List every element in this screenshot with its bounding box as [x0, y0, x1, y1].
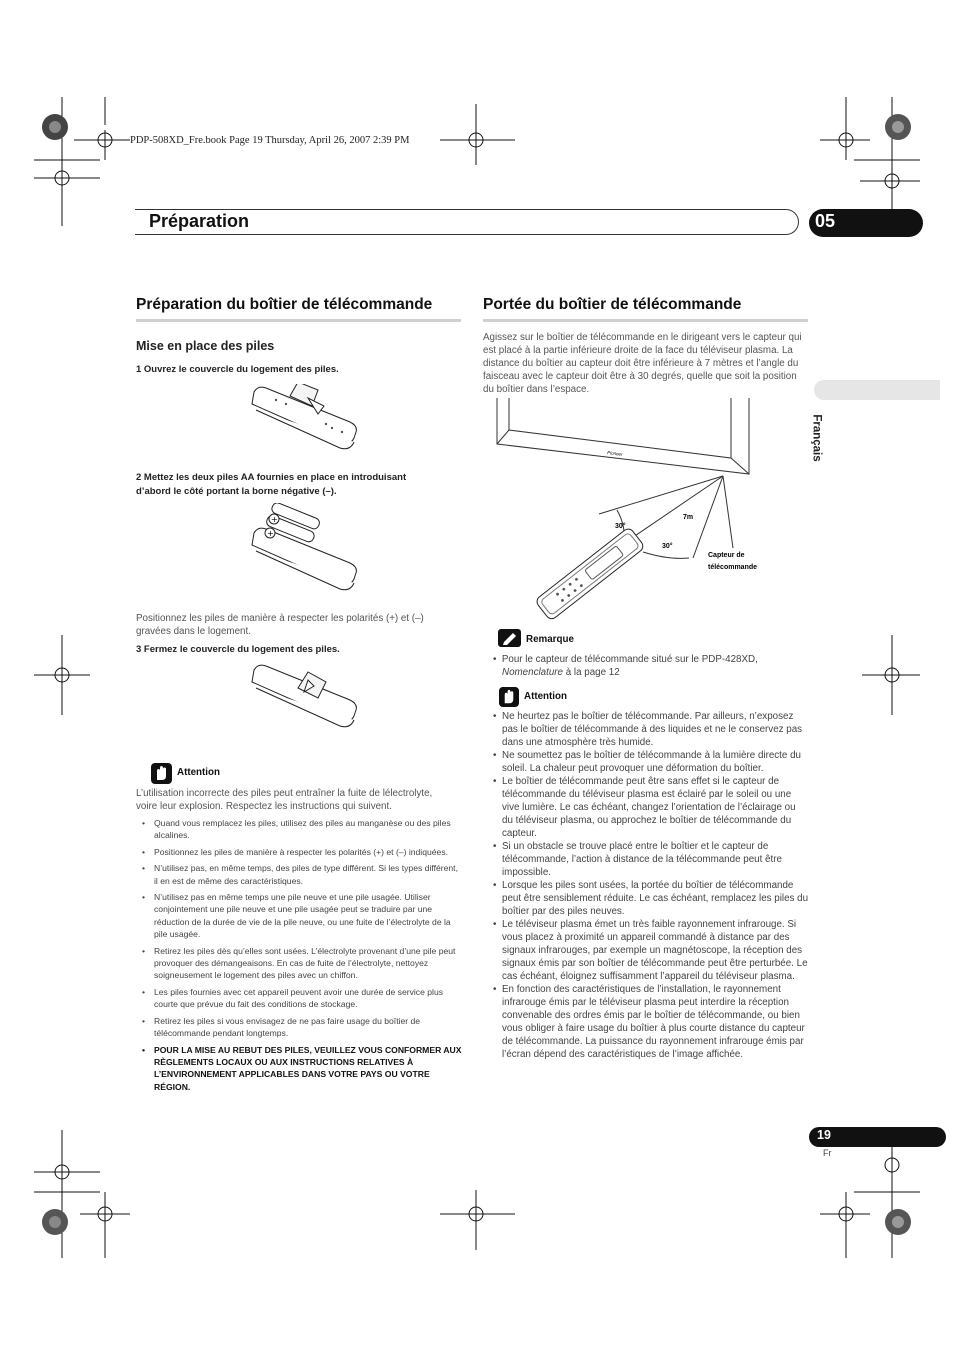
step-2-line2: d’abord le côté portant la borne négative (–).: [136, 486, 337, 497]
left-attention-label: Attention: [177, 767, 220, 778]
attention-hand-icon: [499, 687, 519, 707]
svg-text:+: +: [267, 529, 274, 538]
list-item: • N’utilisez pas en même temps une pile neuve et une pile usagée. Utiliser conjointement une pile neuve et une pile usagée peut se traduire par une réduction de la durée de vie de la pile neuve, ou une fuite de l’électrolyte de la pile usagée.: [154, 891, 464, 941]
step-1: 1 Ouvrez le couvercle du logement des piles.: [136, 364, 339, 375]
list-item: • Si un obstacle se trouve placé entre le boîtier et le capteur de télécommande, l’action à distance de la télécommande peut être impossible.: [493, 840, 809, 879]
list-item: • Les piles fournies avec cet appareil peuvent avoir une durée de service plus courte que prévue du fait des conditions de stockage.: [154, 986, 464, 1011]
page-number: 19: [817, 1128, 831, 1142]
note-bullet: •: [493, 654, 502, 665]
left-attention-list: [154, 817, 464, 1097]
list-item: • Positionnez les piles de manière à respecter les polarités (+) et (–) indiquées.: [154, 846, 464, 858]
note-text: [493, 653, 803, 679]
list-item: • Retirez les piles dès qu’elles sont usées. L’électrolyte provenant d’une pile peut provoquer des démangeaisons. En cas de fuite de l’électrolyte, nettoyez soigneusement le logement des piles avec un chiffon.: [154, 945, 464, 982]
file-info: PDP-508XD_Fre.book Page 19 Thursday, April 26, 2007 2:39 PM: [130, 135, 410, 146]
left-attention-intro-line2: voire leur explosion. Respectez les instructions qui suivent.: [136, 801, 392, 812]
chapter-number: 05: [815, 211, 836, 231]
right-attention-list: [493, 710, 809, 1061]
svg-text:+: +: [271, 515, 278, 524]
remote-open-cover-illustration: [246, 384, 362, 462]
language-label-box: [810, 410, 843, 470]
list-item: • Quand vous remplacez les piles, utilisez des piles au manganèse ou des piles alcalines.: [154, 817, 464, 842]
section-title-bar: [135, 209, 799, 235]
remote-range-diagram: [493, 398, 783, 620]
list-item: • Retirez les piles si vous envisagez de ne pas faire usage du boîtier de télécommande pendant longtemps.: [154, 1015, 464, 1040]
right-attention-label: Attention: [524, 691, 567, 702]
sensor-label-line1: Capteur de: [708, 552, 745, 559]
list-item: • Le boîtier de télécommande peut être sans effet si le capteur de télécommande du téléviseur plasma est éclairé par le soleil ou une vive lumière. Le cas échéant, changez l’orientation de l’éclairage ou du téléviseur plasma, ou approchez le boîtier de télécommande du capteur.: [493, 775, 809, 840]
list-item: • Le téléviseur plasma émet un très faible rayonnement infrarouge. Si vous placez à proximité un appareil commandé à distance par des signaux infrarouges, par exemple un magnétoscope, la réception des signaux émis par son boîtier de télécommande peut être perturbée. Le cas échéant, éloignez suffisamment l’appareil du téléviseur plasma.: [493, 918, 809, 983]
note-text-c: à la page 12: [563, 667, 620, 678]
angle-top-label: 30°: [615, 523, 626, 530]
polarity-line2: gravées dans le logement.: [136, 626, 251, 637]
list-item: • Ne soumettez pas le boîtier de télécommande à la lumière directe du soleil. La chaleur peut provoquer une déformation du boîtier.: [493, 749, 809, 775]
list-item: • POUR LA MISE AU REBUT DES PILES, VEUILLEZ VOUS CONFORMER AUX RÈGLEMENTS LOCAUX OU AUX INSTRUCTIONS RELATIVES À L’ENVIRONNEMENT APPLICABLES DANS VOTRE PAYS OU VOTRE RÉGION.: [154, 1044, 464, 1094]
angle-bottom-label: 30°: [662, 543, 673, 550]
list-item: • Ne heurtez pas le boîtier de télécommande. Par ailleurs, n’exposez pas le boîtier de télécommande à des liquides et ne le conservez pas dans une atmosphère très humide.: [493, 710, 809, 749]
page-language: Fr: [823, 1148, 832, 1158]
note-text-link: Nomenclature: [502, 667, 563, 678]
tv-brand-logo: Pioneer: [606, 450, 623, 457]
chapter-tab: [809, 209, 923, 237]
distance-label: 7m: [683, 514, 694, 521]
right-heading: Portée du boîtier de télécommande: [483, 296, 742, 313]
right-heading-rule: [483, 319, 808, 322]
remote-insert-batteries-illustration: [246, 503, 362, 603]
right-intro: Agissez sur le boîtier de télécommande en le dirigeant vers le capteur qui est placé à la partie inférieure droite de la face du téléviseur plasma. La distance du boîtier au capteur doit être inférieure à 7 mètres et l’angle du faisceau avec le capteur doit être à 30 degrés, quelle que soit la position du boîtier dans l’espace.: [483, 332, 802, 395]
note-text-a: Pour le capteur de télécommande situé sur le PDP-428XD,: [501, 654, 758, 665]
note-label: Remarque: [526, 634, 574, 645]
step-2-line1: 2 Mettez les deux piles AA fournies en place en introduisant: [136, 472, 407, 483]
left-attention-intro-line1: L’utilisation incorrecte des piles peut entraîner la fuite de lélectrolyte,: [136, 788, 433, 799]
remote-close-cover-illustration: [246, 664, 362, 740]
attention-hand-icon: [151, 763, 172, 784]
language-label: Français: [810, 414, 823, 462]
page-number-tab: [809, 1127, 946, 1147]
left-heading-block: [136, 296, 461, 322]
step-3: 3 Fermez le couvercle du logement des piles.: [136, 644, 340, 655]
left-heading: Préparation du boîtier de télécommande: [136, 296, 433, 313]
language-tab: [814, 380, 940, 400]
list-item: • Lorsque les piles sont usées, la portée du boîtier de télécommande peut être sensiblement réduite. Le cas échéant, remplacez les piles du boîtier par des piles neuves.: [493, 879, 809, 918]
list-item: • N’utilisez pas, en même temps, des piles de type différent. Si les types différent, il en est de même des caractéristiques.: [154, 862, 464, 887]
note-pencil-icon: [498, 629, 521, 647]
list-item: • En fonction des caractéristiques de l’installation, le rayonnement infrarouge émis par le téléviseur plasma peut interdire la réception convenable des ordres émis par le boîtier de télécommande, ou bien vous obliger à faire usage du boîtier à plus courte distance du capteur de télécommande. La puissance du rayonnement infrarouge émis par l’écran dépend des caractéristiques de l’image affichée.: [493, 983, 809, 1061]
sensor-label-line2: télécommande: [708, 564, 758, 571]
polarity-line1: Positionnez les piles de manière à respecter les polarités (+) et (–): [136, 613, 424, 624]
section-title: Préparation: [149, 211, 250, 231]
left-subheading: Mise en place des piles: [136, 339, 275, 353]
left-heading-rule: [136, 319, 461, 322]
right-heading-block: [483, 296, 808, 322]
